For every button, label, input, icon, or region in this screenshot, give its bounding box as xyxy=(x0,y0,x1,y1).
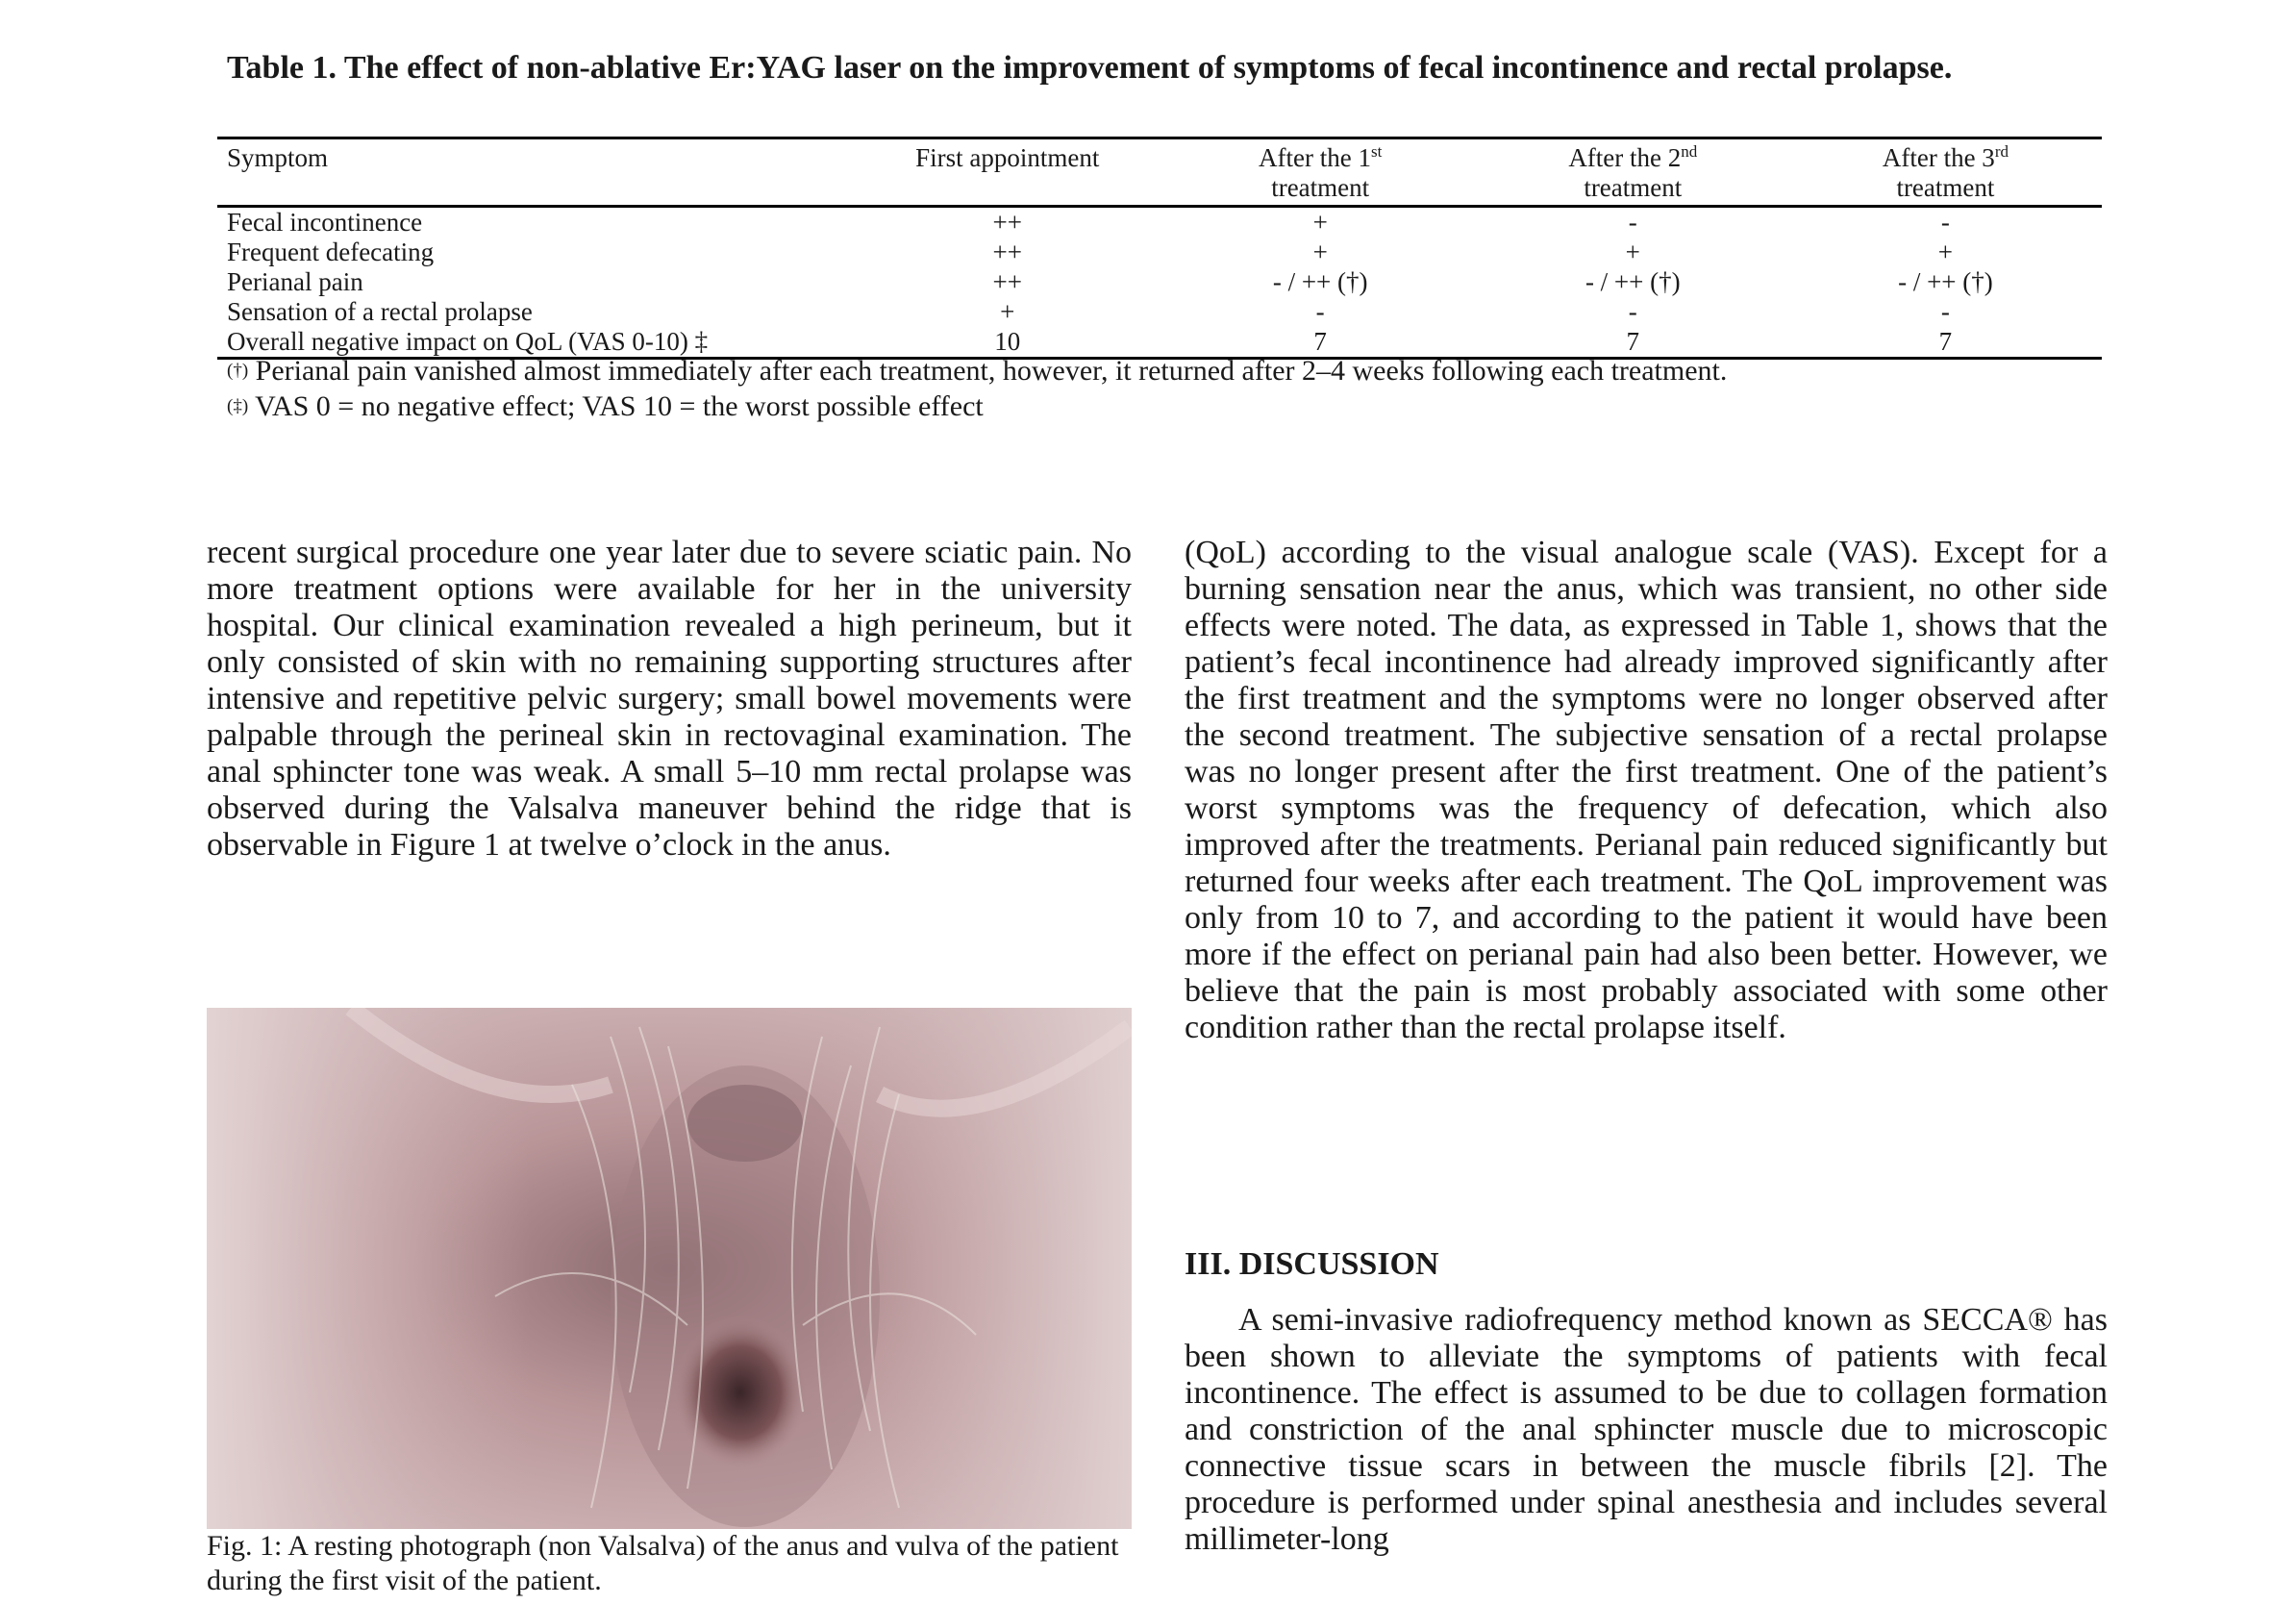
cell-first: 10 xyxy=(851,327,1164,359)
cell-t2: 7 xyxy=(1477,327,1789,359)
footnote-mark: (†) xyxy=(227,361,249,381)
cell-t1: + xyxy=(1312,238,1328,266)
table-row xyxy=(217,207,2102,238)
cell-symptom: Overall negative impact on QoL (VAS 0-10) ‡ xyxy=(217,327,851,359)
right-column xyxy=(1185,535,2108,1046)
figure-1-photo xyxy=(207,1008,1132,1529)
header-after-2nd-text: After the 2 xyxy=(1568,143,1682,172)
section-heading-discussion: III. DISCUSSION xyxy=(1185,1246,1439,1282)
cell-first: ++ xyxy=(992,208,1022,237)
table-header-row xyxy=(217,138,2102,207)
cell-first: + xyxy=(1000,297,1015,326)
discussion-column xyxy=(1185,1302,2108,1558)
cell-t3: 7 xyxy=(1789,327,2102,359)
cell-t2: + xyxy=(1625,238,1640,266)
footnote-double-dagger xyxy=(227,389,2092,423)
header-symptom: Symptom xyxy=(217,138,851,207)
table-row xyxy=(217,238,2102,267)
cell-t2: - / ++ (†) xyxy=(1585,267,1681,296)
cell-symptom: Fecal incontinence xyxy=(227,208,423,237)
header-after-2nd xyxy=(1477,138,1789,207)
header-after-1st-sup: st xyxy=(1370,142,1383,161)
cell-symptom: Frequent defecating xyxy=(227,238,435,266)
cell-t1: - xyxy=(1315,297,1325,326)
cell-first: ++ xyxy=(992,238,1022,266)
cell-t3: - xyxy=(1940,208,1950,237)
header-after-3rd-text: After the 3 xyxy=(1882,143,1995,172)
cell-t3: - / ++ (†) xyxy=(1898,267,1993,296)
discussion-paragraph: A semi-invasive radiofrequency method known as SECCA® has been shown to alleviate the symptoms of patients with fecal incontinence. The effect is assumed to be due to collagen formation and constriction of the anal sphincter muscle due to microscopic connective tissue scars in between the muscle fibrils [2]. The procedure is performed under spinal anesthesia and includes several millimeter-long xyxy=(1185,1302,2108,1557)
cell-t3: + xyxy=(1937,238,1954,266)
header-after-1st-treatment: treatment xyxy=(1271,173,1370,202)
header-after-3rd-treatment: treatment xyxy=(1896,173,1995,202)
header-after-2nd-treatment: treatment xyxy=(1584,173,1683,202)
left-column xyxy=(207,535,1132,864)
cell-t1: 7 xyxy=(1164,327,1477,359)
clinical-photo-icon xyxy=(207,1008,1132,1529)
header-after-3rd xyxy=(1789,138,2102,207)
figure-caption: Fig. 1: A resting photograph (non Valsalva) of the anus and vulva of the patient during the first visit of the patient. xyxy=(207,1530,1119,1596)
table-title: Table 1. The effect of non-ablative Er:YAG laser on the improvement of symptoms of fecal incontinence and rectal prolapse. xyxy=(227,50,1953,86)
results-table xyxy=(217,137,2102,360)
footnote-text: VAS 0 = no negative effect; VAS 10 = the worst possible effect xyxy=(255,390,984,422)
left-paragraph: recent surgical procedure one year later due to severe sciatic pain. No more treatment options were available for her in the university hospital. Our clinical examination revealed a high perineum, but it only consisted of skin with no remaining supporting structures after intensive and repetitive pelvic surgery; small bowel movements were palpable through the perineal skin in rectovaginal examination. The anal sphincter tone was weak. A small 5–10 mm rectal prolapse was observed during the Valsalva maneuver behind the ridge that is observable in Figure 1 at twelve o’clock in the anus. xyxy=(207,535,1132,863)
table-row xyxy=(217,297,2102,327)
cell-t2: - xyxy=(1628,297,1637,326)
cell-t3: - xyxy=(1940,297,1950,326)
header-after-1st xyxy=(1164,138,1477,207)
cell-symptom: Perianal pain xyxy=(227,267,363,296)
footnote-mark: (‡) xyxy=(227,396,249,416)
footnote-text: Perianal pain vanished almost immediately after each treatment, however, it returned after 2–4 weeks following each treatment. xyxy=(255,355,1728,387)
table-footnotes xyxy=(227,354,2092,425)
cell-t1: - / ++ (†) xyxy=(1272,267,1368,296)
header-after-3rd-sup: rd xyxy=(1994,142,2009,161)
header-first-appointment: First appointment xyxy=(851,138,1164,207)
table-row xyxy=(217,267,2102,297)
header-after-2nd-sup: nd xyxy=(1681,142,1698,161)
header-after-1st-text: After the 1 xyxy=(1259,143,1371,172)
right-paragraph: (QoL) according to the visual analogue scale (VAS). Except for a burning sensation near the anus, which was transient, no other side effects were noted. The data, as expressed in Table 1, shows that the patient’s fecal incontinence had already improved significantly after the first treatment and the symptoms were no longer observed after the second treatment. The subjective sensation of a rectal prolapse was no longer present after the first treatment. One of the patient’s worst symptoms was the frequency of defecation, which also improved after the treatments. Perianal pain reduced significantly but returned four weeks after each treatment. The QoL improvement was only from 10 to 7, and according to the patient it would have been more if the effect on perianal pain had also been better. However, we believe that the pain is most probably associated with some other condition rather than the rectal prolapse itself. xyxy=(1185,535,2108,1045)
cell-t2: - xyxy=(1628,208,1637,237)
footnote-dagger xyxy=(227,354,2092,388)
cell-t1: + xyxy=(1312,208,1328,237)
cell-symptom: Sensation of a rectal prolapse xyxy=(227,297,533,326)
cell-first: ++ xyxy=(992,267,1022,296)
